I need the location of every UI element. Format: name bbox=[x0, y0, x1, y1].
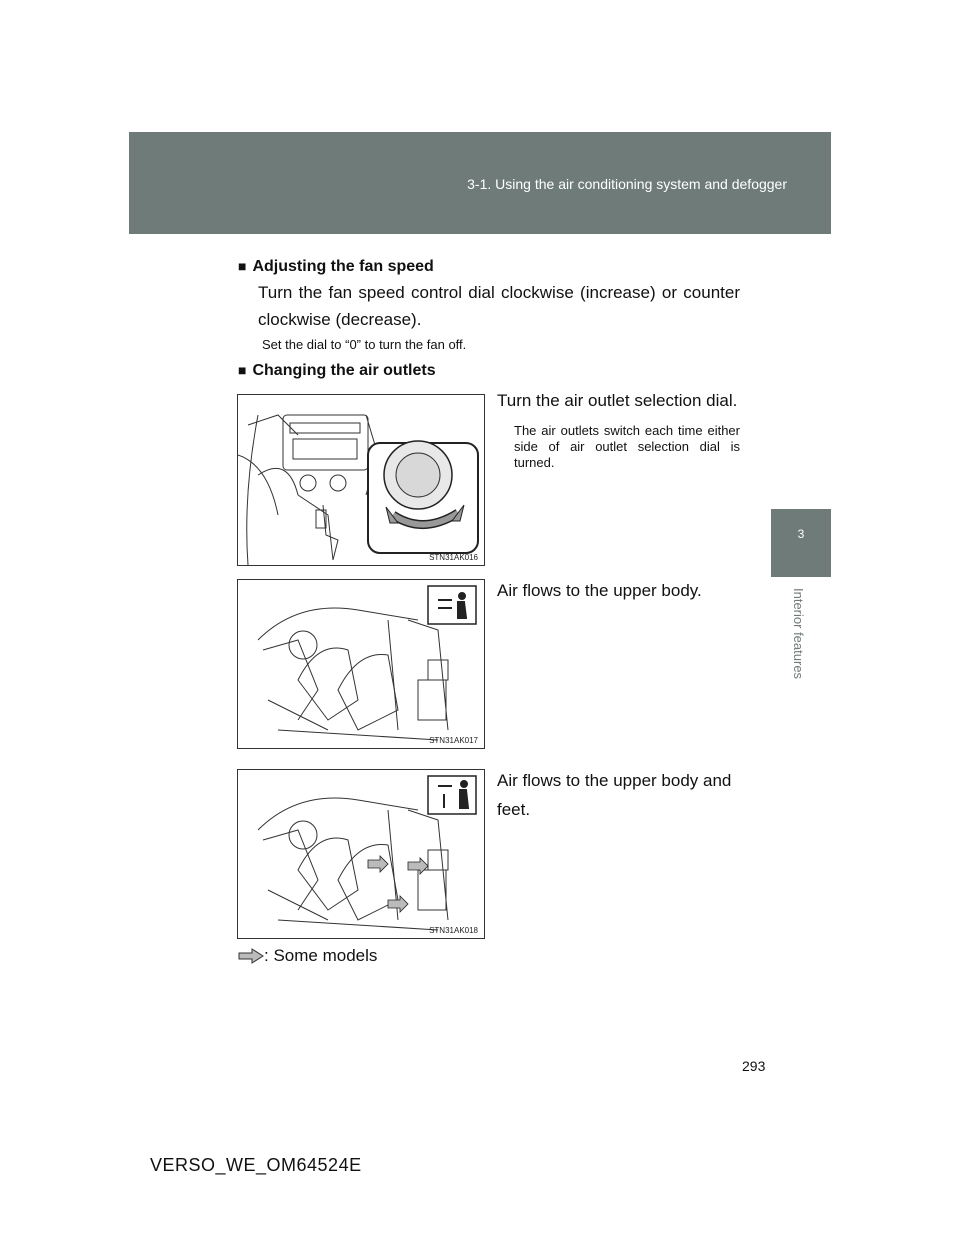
figure-upper-body bbox=[237, 579, 485, 749]
cabin-illustration bbox=[238, 770, 484, 938]
fan-speed-note: Set the dial to “0” to turn the fan off. bbox=[262, 337, 467, 352]
legend bbox=[238, 946, 377, 966]
dashboard-illustration bbox=[238, 395, 484, 565]
section-header bbox=[129, 132, 831, 234]
chapter-tab bbox=[771, 509, 831, 577]
figure-1-text: Turn the air outlet selection dial. bbox=[497, 391, 738, 410]
figure-3-text: Air flows to the upper body and feet. bbox=[497, 771, 732, 819]
figure-2-text: Air flows to the upper body. bbox=[497, 581, 702, 600]
arrow-icon bbox=[238, 948, 264, 964]
figure-code: STN31AK018 bbox=[429, 926, 478, 935]
page-number: 293 bbox=[742, 1058, 766, 1074]
figure-upper-body-feet bbox=[237, 769, 485, 939]
figure-1-note: The air outlets switch each time either side of air outlet selection dial is turned. bbox=[514, 423, 740, 470]
air-outlets-heading bbox=[238, 362, 436, 380]
figure-code: STN31AK016 bbox=[429, 553, 478, 562]
document-code: VERSO_WE_OM64524E bbox=[150, 1155, 362, 1175]
bullet-square-icon: ■ bbox=[238, 362, 247, 378]
bullet-square-icon: ■ bbox=[238, 258, 247, 274]
figure-outlet-dial bbox=[237, 394, 485, 566]
section-title: 3-1. Using the air conditioning system and defogger bbox=[467, 176, 787, 192]
figure-code: STN31AK017 bbox=[429, 736, 478, 745]
air-outlets-heading-text: Changing the air outlets bbox=[252, 362, 436, 379]
fan-speed-heading-text: Adjusting the fan speed bbox=[252, 258, 434, 275]
chapter-label: Interior features bbox=[791, 588, 806, 680]
legend-text: : Some models bbox=[264, 946, 378, 965]
chapter-number: 3 bbox=[797, 527, 805, 541]
fan-speed-heading bbox=[238, 258, 434, 276]
fan-speed-body: Turn the fan speed control dial clockwise (increase) or counter clockwise (decrease). bbox=[258, 283, 740, 329]
cabin-illustration bbox=[238, 580, 484, 748]
